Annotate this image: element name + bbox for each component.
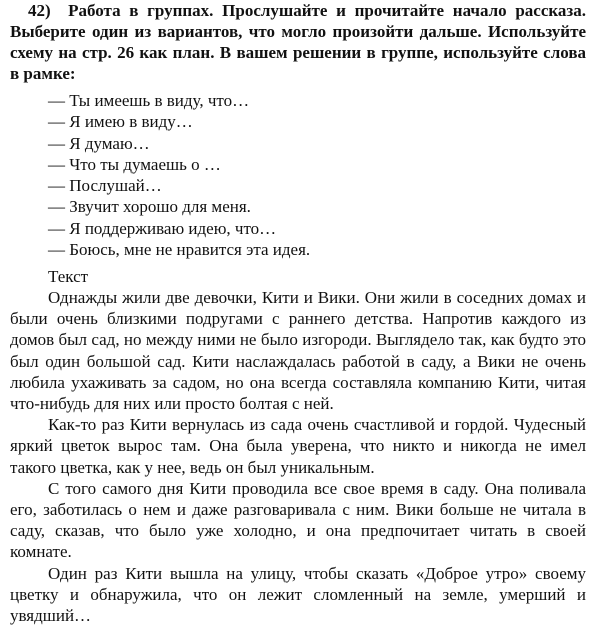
story-paragraph: Один раз Кити вышла на улицу, чтобы сказать «Доброе утро» своему цветку и обнаружила, что он лежит сломленный на земле, умерший и увядший… xyxy=(10,563,586,626)
phrase-item: — Ты имеешь в виду, что… xyxy=(48,91,250,110)
phrase-item: — Что ты думаешь о … xyxy=(48,154,221,174)
story-paragraph: С того самого дня Кити проводила все свое время в саду. Она поливала его, заботилась о нем и даже разговаривала с ним. Вики больше не читала в саду, сказав, что было уже холодно, и она предпочитает читать в своей комнате. xyxy=(10,478,586,562)
story-paragraph: Как-то раз Кити вернулась из сада очень счастливой и гордой. Чудесный яркий цветок вырос там. Она была уверена, что никто и никогда не имел такого цветка, как у нее, ведь он был уникальным. xyxy=(10,415,586,477)
story-text xyxy=(10,287,586,626)
phrase-item: — Я думаю… xyxy=(48,133,150,153)
task-instruction xyxy=(10,0,586,84)
text-heading: Текст xyxy=(48,267,89,286)
phrase-item: — Послушай… xyxy=(48,176,162,196)
phrase-item: — Боюсь, мне не нравится эта идея. xyxy=(48,240,311,260)
task-title: Работа в группах. xyxy=(68,1,214,20)
phrase-item: — Я поддерживаю идею, что… xyxy=(48,218,277,238)
story-paragraph: Однажды жили две девочки, Кити и Вики. Они жили в соседних домах и были очень близкими подругами с раннего детства. Напротив каждого из домов был сад, но между ними не было изгороди. Выглядело так, как будто это был один большой сад. Кити наслаждалась работой в саду, а Вики не очень любила ухаживать за садом, но она всегда составляла компанию Кити, читая что-нибудь для них или просто болтая с ней. xyxy=(10,288,586,414)
task-text: Прослушайте и прочитайте начало рассказа. Выберите один из вариантов, что могло произойти дальше. Используйте схему на стр. 26 как план. В вашем решении в группе, используйте слова в рамке: xyxy=(10,1,587,83)
phrase-item: — Звучит хорошо для меня. xyxy=(48,197,251,217)
phrase-item: — Я имею в виду… xyxy=(48,112,193,132)
task-number: 42) xyxy=(28,1,51,20)
phrase-list xyxy=(48,90,310,260)
